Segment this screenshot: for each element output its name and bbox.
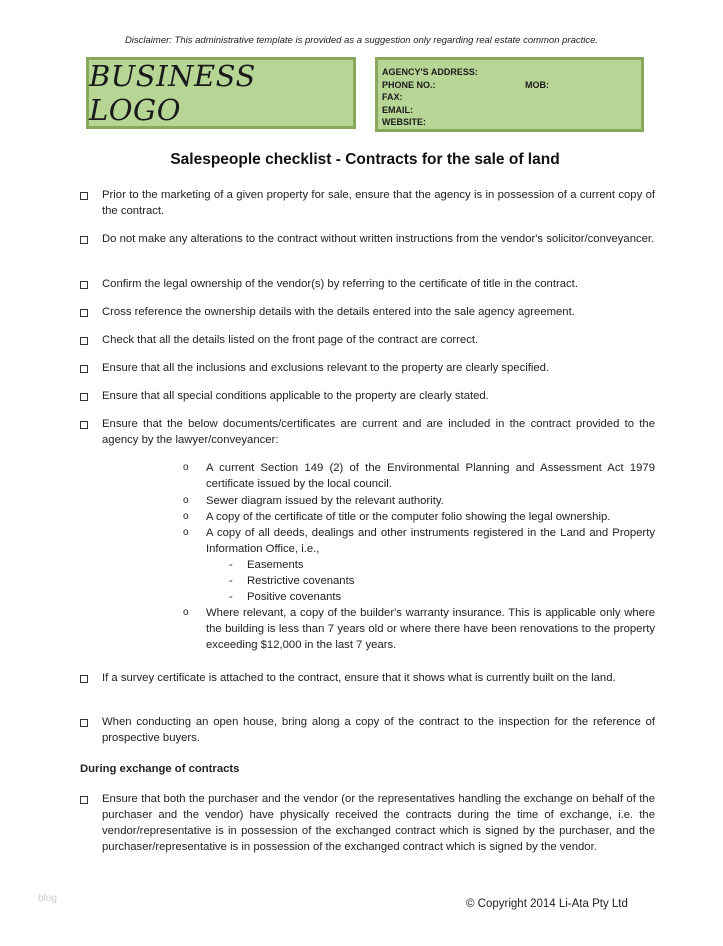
agency-details-box [375,57,644,132]
page-title: Salespeople checklist - Contracts for the sale of land [170,151,560,168]
checklist-item: Prior to the marketing of a given property for sale, ensure that the agency is in possession of a current copy of the contract. [80,187,655,219]
checkbox[interactable] [80,309,88,317]
checkbox[interactable] [80,675,88,683]
business-logo-text: BUSINESS LOGO [89,59,256,127]
circle-bullet-icon: o [183,607,189,618]
dash-bullet-icon: - [229,591,233,603]
phone-label: PHONE NO.: [382,79,436,90]
fax-label: FAX: [382,92,403,102]
document-subitem: o Sewer diagram issued by the relevant authority. [183,495,444,507]
checkbox[interactable] [80,236,88,244]
checkbox[interactable] [80,192,88,200]
document-subitem: o Where relevant, a copy of the builder's warranty insurance. This is applicable only where the building is less than 7 years old or where there have been renovations to the property exceeding $12,000 in the last 7 years. [183,607,655,651]
document-subitem: o A copy of all deeds, dealings and other instruments registered in the Land and Property Information Office, i.e., [183,527,655,555]
checklist-item: Ensure that both the purchaser and the vendor (or the representatives handling the exchange on behalf of the purchaser and the vendor) have physically received the contracts during the time of exchange, i.e. the vendor/representative is in possession of the exchanged contract which is signed by the purchaser, and the purchaser/representative is in possession of the exchanged contract which is signed by the vendor. [80,791,655,855]
business-logo-box [86,57,356,129]
email-label: EMAIL: [382,104,413,115]
circle-bullet-icon: o [183,527,189,538]
checkbox[interactable] [80,421,88,429]
section-heading: During exchange of contracts [80,763,240,775]
checklist-item: Ensure that all special conditions applicable to the property are clearly stated. [80,388,655,404]
checkbox[interactable] [80,337,88,345]
checkbox[interactable] [80,796,88,804]
checkbox[interactable] [80,281,88,289]
agency-address-label: AGENCY'S ADDRESS: [382,67,478,77]
website-label: WEBSITE: [382,117,426,127]
checkbox[interactable] [80,365,88,373]
checkbox[interactable] [80,719,88,727]
document-subitem: o A copy of the certificate of title or the computer folio showing the legal ownership. [183,511,611,523]
watermark: blog [38,893,57,904]
dash-bullet-icon: - [229,559,233,571]
mob-label: MOB: [525,79,549,90]
checkbox[interactable] [80,393,88,401]
checklist-item: When conducting an open house, bring along a copy of the contract to the inspection for the reference of prospective buyers. [80,714,655,746]
checklist-item: Confirm the legal ownership of the vendor(s) by referring to the certificate of title in the contract. [80,276,655,292]
document-subitem: o A current Section 149 (2) of the Environmental Planning and Assessment Act 1979 certificate issued by the local council. [183,462,655,490]
copyright-notice: © Copyright 2014 Li-Ata Pty Ltd [466,898,628,910]
checklist-item: Ensure that all the inclusions and exclusions relevant to the property are clearly specified. [80,360,655,376]
checklist-item: Ensure that the below documents/certificates are current and are included in the contract provided to the agency by the lawyer/conveyancer: [80,416,655,448]
checklist-item: If a survey certificate is attached to the contract, ensure that it shows what is currently built on the land. [80,670,655,686]
circle-bullet-icon: o [183,462,189,473]
dash-item: - Positive covenants [229,591,342,603]
checklist-item: Do not make any alterations to the contract without written instructions from the vendor's solicitor/conveyancer. [80,231,655,247]
circle-bullet-icon: o [183,495,189,506]
checklist-item: Check that all the details listed on the front page of the contract are correct. [80,332,655,348]
circle-bullet-icon: o [183,511,189,522]
dash-item: - Restrictive covenants [229,575,355,587]
checklist-item: Cross reference the ownership details with the details entered into the sale agency agreement. [80,304,655,320]
dash-item: - Easements [229,559,304,571]
dash-bullet-icon: - [229,575,233,587]
disclaimer: Disclaimer: This administrative template is provided as a suggestion only regarding real estate common practice. [124,35,599,46]
